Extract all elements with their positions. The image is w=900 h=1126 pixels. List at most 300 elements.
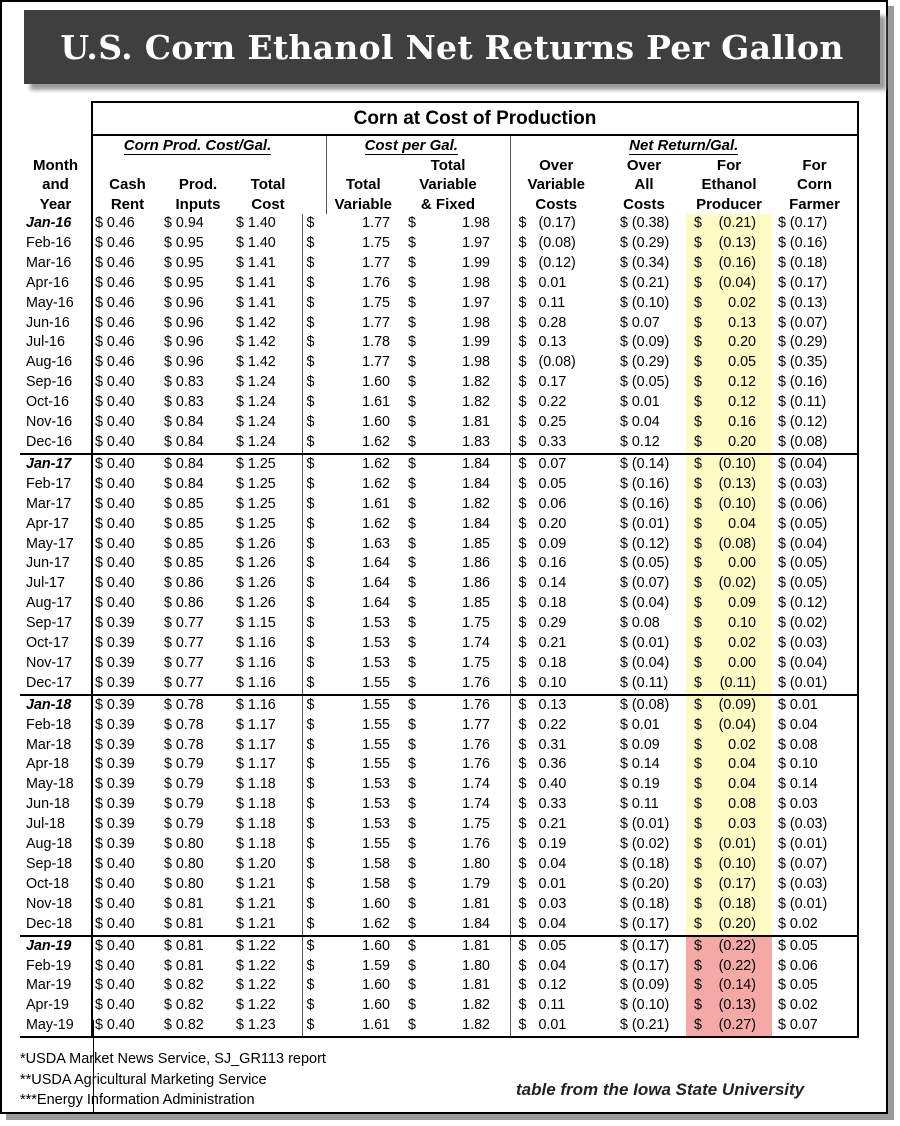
- cell-prod-inputs: $ 0.80: [164, 875, 204, 892]
- footnote-1: *USDA Market News Service, SJ_GR113 report: [20, 1051, 326, 1067]
- dollar-sign: $: [518, 716, 527, 733]
- group-net-return: Net Return/Gal.: [629, 137, 739, 154]
- row-month: Mar-16: [26, 254, 72, 271]
- cell-prod-inputs: $ 0.78: [164, 716, 204, 733]
- cell-over-variable: [510, 274, 602, 294]
- row-month: Nov-17: [26, 654, 73, 671]
- cell-cash-rent: $ 0.46: [92, 333, 162, 353]
- dollar-sign: $: [518, 455, 527, 472]
- dollar-sign: $: [694, 394, 702, 411]
- cell-corn-farmer: $ (0.04): [772, 454, 858, 475]
- cell-prod-inputs: $ 0.95: [164, 274, 204, 291]
- cell-dollar-sign: $: [302, 495, 326, 515]
- cell-corn-farmer: $ (0.11): [772, 393, 858, 413]
- total-var-fixed-value: 1.80: [462, 957, 490, 974]
- dollar-sign: $: [408, 836, 416, 853]
- ethanol-producer-value: 0.04: [728, 515, 756, 532]
- cell-total-var-fixed: [400, 454, 496, 475]
- cell-corn-farmer: $ (0.18): [772, 254, 858, 274]
- ethanol-producer-value: (0.11): [719, 674, 756, 691]
- cell-dollar-sign: $: [302, 214, 326, 234]
- row-month: Nov-16: [26, 414, 73, 431]
- cell-spacer: [496, 875, 510, 895]
- dollar-sign: $: [694, 495, 702, 512]
- group-prod-cost: Corn Prod. Cost/Gal.: [123, 137, 272, 154]
- ethanol-producer-value: (0.02): [718, 575, 756, 592]
- cell-corn-farmer: $ 0.10: [772, 755, 858, 775]
- cell-over-variable: [510, 594, 602, 614]
- cell-dollar-sign: $: [302, 433, 326, 454]
- cell-dollar-sign: $: [302, 895, 326, 915]
- total-var-fixed-value: 1.80: [462, 856, 490, 872]
- dollar-sign: $: [518, 997, 527, 1014]
- dollar-sign: $: [518, 354, 527, 371]
- table-row: [20, 554, 858, 574]
- cell-total-variable: 1.77: [362, 254, 390, 271]
- total-var-fixed-value: 1.81: [462, 977, 490, 994]
- table-row: [20, 274, 858, 294]
- dollar-sign: $: [408, 856, 416, 872]
- dollar-sign: $: [408, 595, 416, 612]
- row-month: Jan-18: [20, 695, 92, 716]
- dollar-sign: $: [518, 294, 527, 311]
- over-variable-value: 0.04: [538, 957, 567, 974]
- dollar-sign: $: [518, 475, 527, 492]
- cell-corn-farmer: $ (0.01): [772, 835, 858, 855]
- table-row: [20, 1016, 858, 1037]
- cell-corn-farmer: $ 0.06: [772, 957, 858, 977]
- over-variable-value: 0.29: [538, 615, 567, 632]
- dollar-sign: $: [408, 414, 416, 431]
- cell-spacer: [496, 1016, 510, 1037]
- ethanol-producer-value: 0.16: [728, 414, 756, 431]
- total-var-fixed-value: 1.74: [462, 776, 490, 793]
- cell-total-variable: 1.59: [362, 957, 390, 974]
- group-cost-per-gal: Cost per Gal.: [364, 137, 458, 154]
- header-cash-rent: Cash Rent: [92, 156, 162, 215]
- dollar-sign: $: [518, 595, 527, 612]
- dollar-sign: $: [518, 314, 527, 331]
- ethanol-producer-value: (0.27): [718, 1017, 756, 1034]
- cell-total-variable: 1.58: [362, 856, 390, 872]
- total-var-fixed-value: 1.98: [462, 314, 490, 331]
- cell-spacer: [496, 274, 510, 294]
- over-variable-value: 0.09: [538, 535, 567, 552]
- over-variable-value: 0.40: [538, 776, 567, 793]
- cell-corn-farmer: $ (0.05): [772, 574, 858, 594]
- cell-over-variable: [510, 254, 602, 274]
- dollar-sign: $: [518, 334, 527, 351]
- row-month: Jul-17: [26, 575, 65, 592]
- over-variable-value: 0.20: [538, 515, 567, 532]
- footnote-2: **USDA Agricultural Marketing Service: [20, 1071, 267, 1088]
- cell-prod-inputs: $ 0.96: [164, 354, 204, 371]
- header-total-var-fixed: Total Variable & Fixed: [419, 156, 477, 213]
- row-month: Jan-19: [20, 936, 92, 957]
- over-variable-value: 0.21: [538, 816, 567, 833]
- cell-over-variable: [510, 736, 602, 756]
- row-month: Nov-18: [26, 895, 73, 912]
- cell-over-all: $ (0.12): [620, 535, 670, 552]
- cell-spacer: [496, 554, 510, 574]
- cell-total-var-fixed: [400, 654, 496, 674]
- dollar-sign: $: [518, 374, 527, 391]
- cell-over-variable: [510, 454, 602, 475]
- cell-total-variable: 1.55: [362, 756, 390, 773]
- row-month: Jun-17: [26, 555, 70, 572]
- dollar-sign: $: [518, 495, 527, 512]
- cell-ethanol-producer: [686, 554, 772, 574]
- cell-total-variable: 1.53: [362, 816, 390, 833]
- over-variable-value: 0.07: [538, 455, 567, 472]
- cell-total-cost: $ 1.24: [236, 433, 276, 450]
- dollar-sign: $: [694, 433, 702, 450]
- cell-corn-farmer: $ (0.16): [772, 234, 858, 254]
- cell-total-var-fixed: [400, 875, 496, 895]
- dollar-sign: $: [518, 756, 527, 773]
- header-prod-inputs: Prod. Inputs: [175, 176, 221, 213]
- cell-cash-rent: $ 0.40: [92, 475, 162, 495]
- over-variable-value: 0.13: [538, 696, 567, 713]
- cell-over-all: $ (0.10): [620, 997, 670, 1014]
- cell-spacer: [496, 594, 510, 614]
- cell-prod-inputs: $ 0.79: [164, 816, 204, 833]
- cell-over-variable: [510, 815, 602, 835]
- over-variable-value: (0.08): [538, 354, 576, 371]
- cell-corn-farmer: $ 0.05: [772, 936, 858, 957]
- dollar-sign: $: [408, 756, 416, 773]
- header-ethanol-producer: For Ethanol Producer: [696, 156, 762, 213]
- over-variable-value: 0.04: [538, 915, 567, 932]
- cell-dollar-sign: $: [302, 274, 326, 294]
- cell-spacer: [496, 475, 510, 495]
- cell-prod-inputs: $ 0.77: [164, 674, 204, 691]
- cell-corn-farmer: $ (0.12): [772, 594, 858, 614]
- cell-cash-rent: $ 0.39: [92, 614, 162, 634]
- cell-over-variable: [510, 294, 602, 314]
- table-row: [20, 333, 858, 353]
- cell-spacer: [496, 433, 510, 454]
- cell-prod-inputs: $ 0.95: [164, 254, 204, 271]
- over-variable-value: 0.06: [538, 495, 567, 512]
- dollar-sign: $: [518, 796, 527, 813]
- cell-corn-farmer: $ (0.29): [772, 333, 858, 353]
- cell-prod-inputs: $ 0.85: [164, 515, 204, 532]
- cell-over-all: $ (0.11): [620, 674, 669, 691]
- cell-cash-rent: $ 0.40: [92, 895, 162, 915]
- cell-total-var-fixed: [400, 433, 496, 454]
- cell-total-var-fixed: [400, 333, 496, 353]
- cell-prod-inputs: $ 0.82: [164, 977, 204, 994]
- dollar-sign: $: [694, 875, 702, 892]
- cell-total-variable: 1.62: [326, 454, 400, 475]
- cell-total-var-fixed: [400, 634, 496, 654]
- cell-over-all: $ (0.17): [620, 915, 670, 932]
- cell-corn-farmer: $ (0.07): [772, 314, 858, 334]
- dollar-sign: $: [694, 455, 702, 472]
- row-month: Mar-18: [26, 736, 72, 753]
- cell-ethanol-producer: [686, 1016, 772, 1037]
- cell-over-variable: [510, 634, 602, 654]
- cell-over-variable: [510, 654, 602, 674]
- cell-over-all: $ 0.04: [620, 414, 660, 431]
- cell-spacer: [496, 674, 510, 695]
- cell-total-cost: $ 1.25: [236, 475, 276, 492]
- total-var-fixed-value: 1.84: [462, 475, 490, 492]
- cell-prod-inputs: $ 0.80: [164, 836, 204, 853]
- row-month: Sep-17: [26, 615, 73, 632]
- cell-ethanol-producer: [686, 614, 772, 634]
- cell-over-variable: [510, 855, 602, 875]
- cell-prod-inputs: $ 0.78: [164, 736, 204, 753]
- table-title: Corn at Cost of Production: [92, 102, 858, 135]
- cell-ethanol-producer: [686, 895, 772, 915]
- cell-corn-farmer: $ 0.02: [772, 996, 858, 1016]
- row-month: Jul-18: [26, 816, 65, 833]
- cell-ethanol-producer: [686, 634, 772, 654]
- cell-ethanol-producer: [686, 815, 772, 835]
- cell-cash-rent: $ 0.40: [92, 413, 162, 433]
- cell-cash-rent: $ 0.40: [92, 393, 162, 413]
- cell-cash-rent: $ 0.39: [92, 775, 162, 795]
- cell-dollar-sign: $: [302, 515, 326, 535]
- dollar-sign: $: [408, 234, 416, 251]
- cell-total-cost: $ 1.21: [236, 915, 276, 932]
- cell-ethanol-producer: [686, 976, 772, 996]
- cell-over-variable: [510, 835, 602, 855]
- dollar-sign: $: [408, 575, 416, 592]
- row-month: Dec-17: [26, 674, 73, 691]
- cell-ethanol-producer: [686, 835, 772, 855]
- cell-prod-inputs: $ 0.85: [164, 535, 204, 552]
- cell-total-variable: 1.64: [362, 555, 390, 572]
- cell-ethanol-producer: [686, 695, 772, 716]
- cell-ethanol-producer: [686, 594, 772, 614]
- dollar-sign: $: [518, 776, 527, 793]
- cell-prod-inputs: $ 0.81: [162, 936, 234, 957]
- cell-cash-rent: $ 0.40: [92, 515, 162, 535]
- cell-total-var-fixed: [400, 795, 496, 815]
- cell-ethanol-producer: [686, 393, 772, 413]
- cell-corn-farmer: $ (0.01): [772, 674, 858, 695]
- cell-dollar-sign: $: [302, 454, 326, 475]
- cell-total-variable: 1.76: [362, 274, 390, 291]
- dollar-sign: $: [518, 234, 527, 251]
- cell-ethanol-producer: [686, 535, 772, 555]
- cell-dollar-sign: $: [302, 736, 326, 756]
- cell-cash-rent: $ 0.39: [92, 634, 162, 654]
- cell-over-variable: [510, 495, 602, 515]
- cell-over-all: $ (0.17): [602, 936, 686, 957]
- table-row: [20, 674, 858, 695]
- dollar-sign: $: [408, 535, 416, 552]
- dollar-sign: $: [408, 716, 416, 733]
- cell-corn-farmer: $ (0.05): [772, 554, 858, 574]
- dollar-sign: $: [694, 937, 702, 954]
- dollar-sign: $: [408, 294, 416, 311]
- cell-spacer: [496, 976, 510, 996]
- cell-corn-farmer: $ (0.13): [772, 294, 858, 314]
- over-variable-value: 0.21: [538, 635, 567, 652]
- cell-over-all: $ 0.07: [620, 314, 660, 331]
- cell-cash-rent: $ 0.39: [92, 736, 162, 756]
- dollar-sign: $: [694, 1017, 702, 1034]
- total-var-fixed-value: 1.84: [462, 455, 490, 472]
- cell-over-variable: [510, 433, 602, 454]
- row-month: Mar-17: [26, 495, 72, 512]
- total-var-fixed-value: 1.76: [462, 696, 490, 713]
- dollar-sign: $: [518, 615, 527, 632]
- cell-spacer: [496, 716, 510, 736]
- dollar-sign: $: [694, 796, 702, 813]
- dollar-sign: $: [408, 495, 416, 512]
- ethanol-producer-value: (0.04): [718, 274, 756, 291]
- cell-dollar-sign: $: [302, 855, 326, 875]
- table-row: [20, 515, 858, 535]
- cell-prod-inputs: $ 0.77: [164, 615, 204, 632]
- cell-total-var-fixed: [400, 294, 496, 314]
- cell-ethanol-producer: [686, 996, 772, 1016]
- cell-total-cost: $ 1.25: [236, 515, 276, 532]
- row-month: Feb-19: [26, 957, 72, 974]
- row-month: Apr-19: [26, 997, 69, 1014]
- cell-dollar-sign: $: [302, 234, 326, 254]
- returns-table: [20, 101, 859, 1038]
- cell-total-var-fixed: [400, 373, 496, 393]
- cell-ethanol-producer: [686, 475, 772, 495]
- cell-total-var-fixed: [400, 895, 496, 915]
- cell-total-variable: 1.53: [362, 776, 390, 793]
- cell-total-variable: 1.62: [362, 433, 390, 450]
- cell-prod-inputs: $ 0.81: [164, 895, 204, 912]
- cell-cash-rent: $ 0.40: [92, 454, 162, 475]
- dollar-sign: $: [408, 555, 416, 572]
- total-var-fixed-value: 1.81: [462, 414, 490, 431]
- ethanol-producer-value: (0.20): [718, 915, 756, 932]
- dollar-sign: $: [408, 895, 416, 912]
- table-row: [20, 936, 858, 957]
- cell-corn-farmer: $ 0.08: [772, 736, 858, 756]
- ethanol-producer-value: (0.14): [718, 977, 756, 994]
- ethanol-producer-value: 0.13: [728, 314, 756, 331]
- cell-cash-rent: $ 0.40: [92, 433, 162, 454]
- cell-total-var-fixed: [400, 254, 496, 274]
- corner-blank: [20, 102, 92, 135]
- ethanol-producer-value: 0.02: [728, 635, 756, 652]
- cell-total-var-fixed: [400, 996, 496, 1016]
- cell-total-variable: 1.64: [362, 575, 390, 592]
- row-month: Jan-17: [20, 454, 92, 475]
- cell-over-all: $ (0.18): [620, 856, 670, 872]
- cell-dollar-sign: $: [302, 936, 326, 957]
- cell-over-all: $ (0.18): [620, 895, 670, 912]
- cell-total-cost: $ 1.20: [236, 856, 276, 872]
- dollar-sign: $: [694, 294, 702, 311]
- cell-dollar-sign: $: [302, 775, 326, 795]
- row-month: Aug-16: [26, 354, 73, 371]
- table-row: [20, 976, 858, 996]
- cell-cash-rent: $ 0.46: [92, 294, 162, 314]
- cell-spacer: [496, 736, 510, 756]
- table-row: [20, 353, 858, 373]
- cell-over-variable: [510, 976, 602, 996]
- ethanol-producer-value: (0.22): [718, 957, 756, 974]
- cell-total-variable: 1.64: [362, 595, 390, 612]
- dollar-sign: $: [694, 234, 702, 251]
- dollar-sign: $: [694, 575, 702, 592]
- cell-total-variable: 1.58: [362, 875, 390, 892]
- table-body: [20, 214, 858, 1037]
- cell-total-var-fixed: [400, 393, 496, 413]
- cell-over-variable: [510, 234, 602, 254]
- cell-total-variable: 1.55: [362, 836, 390, 853]
- cell-cash-rent: $ 0.39: [92, 815, 162, 835]
- dollar-sign: $: [694, 736, 702, 753]
- cell-over-all: $ 0.09: [620, 736, 660, 753]
- cell-ethanol-producer: [686, 795, 772, 815]
- cell-corn-farmer: $ (0.03): [772, 475, 858, 495]
- cell-spacer: [496, 775, 510, 795]
- cell-total-cost: $ 1.17: [236, 756, 276, 773]
- cell-prod-inputs: $ 0.85: [164, 555, 204, 572]
- row-month: Jan-16: [26, 215, 72, 231]
- cell-prod-inputs: $ 0.84: [162, 454, 234, 475]
- cell-spacer: [496, 915, 510, 936]
- cell-total-var-fixed: [400, 274, 496, 294]
- cell-over-all: $ (0.01): [620, 816, 670, 833]
- dollar-sign: $: [518, 696, 527, 713]
- cell-over-all: $ (0.34): [620, 254, 670, 271]
- dollar-sign: $: [694, 997, 702, 1014]
- over-variable-value: 0.33: [538, 433, 567, 450]
- table-row: [20, 775, 858, 795]
- cell-over-variable: [510, 996, 602, 1016]
- table-row: [20, 254, 858, 274]
- cell-ethanol-producer: [686, 234, 772, 254]
- cell-total-cost: $ 1.26: [236, 575, 276, 592]
- cell-cash-rent: $ 0.46: [92, 274, 162, 294]
- row-month: May-17: [26, 535, 74, 552]
- over-variable-value: 0.05: [538, 937, 567, 954]
- cell-total-variable: 1.77: [362, 314, 390, 331]
- dollar-sign: $: [694, 895, 702, 912]
- total-var-fixed-value: 1.86: [462, 575, 490, 592]
- cell-total-variable: 1.61: [362, 394, 390, 411]
- cell-dollar-sign: $: [302, 875, 326, 895]
- cell-over-all: $ (0.16): [620, 475, 670, 492]
- dollar-sign: $: [408, 274, 416, 291]
- cell-total-cost: $ 1.42: [236, 334, 276, 351]
- row-month: Mar-19: [26, 977, 72, 994]
- dollar-sign: $: [408, 475, 416, 492]
- ethanol-producer-value: (0.04): [718, 716, 756, 733]
- cell-total-var-fixed: [400, 614, 496, 634]
- over-variable-value: (0.08): [538, 234, 576, 251]
- cell-cash-rent: $ 0.46: [92, 254, 162, 274]
- cell-dollar-sign: $: [302, 976, 326, 996]
- cell-cash-rent: $ 0.46: [92, 353, 162, 373]
- cell-over-variable: [510, 775, 602, 795]
- table-row: [20, 574, 858, 594]
- cell-total-var-fixed: [400, 755, 496, 775]
- table-row: [20, 535, 858, 555]
- dollar-sign: $: [408, 1017, 416, 1034]
- ethanol-producer-value: 0.00: [728, 654, 756, 671]
- cell-dollar-sign: $: [302, 535, 326, 555]
- dollar-sign: $: [518, 915, 527, 932]
- cell-over-all: $ (0.09): [620, 334, 670, 351]
- total-var-fixed-value: 1.97: [462, 294, 490, 311]
